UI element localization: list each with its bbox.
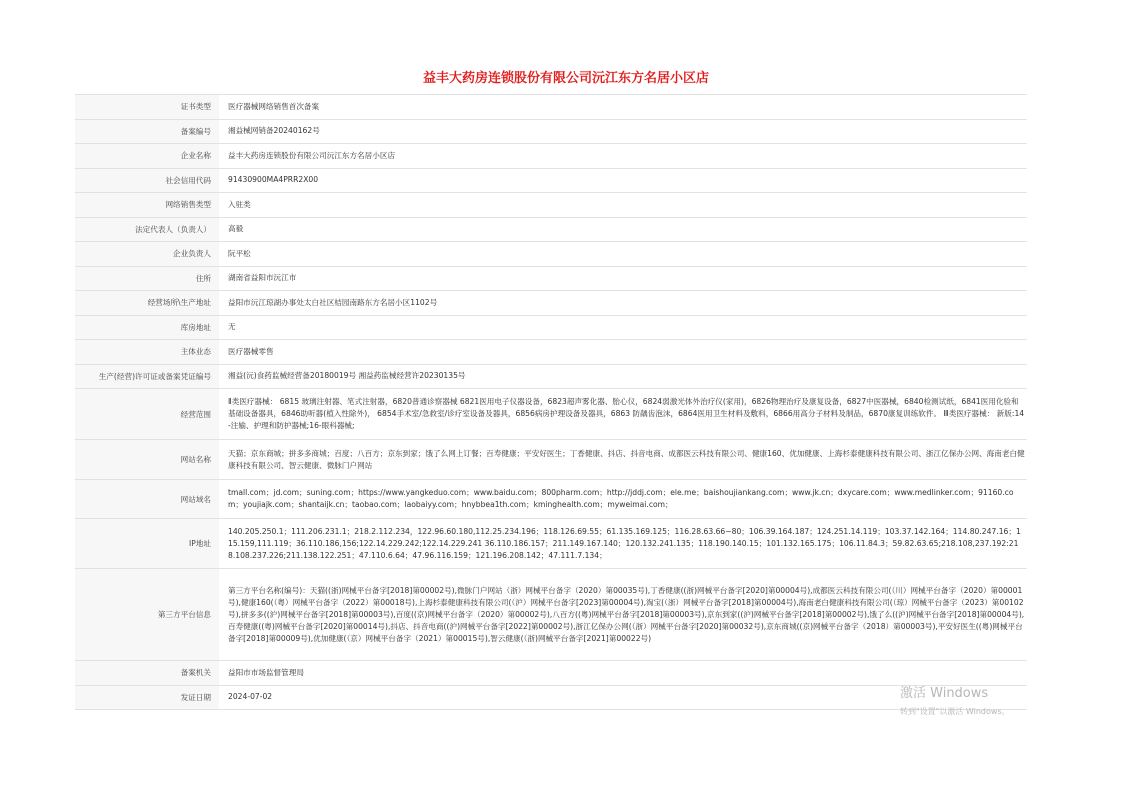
table-row-company-name — [75, 144, 1027, 169]
row-value: 第三方平台名称(编号)：天猫((浙)网械平台备字[2018]第00002号),微脉门户网站（浙）网械平台备字（2020）第00035号),丁香健康((浙)网械平台备字[2020]第00004号),成都医云科技有限公司(（川）网械平台备字（2020）第00001号),健康160(（粤）网械平台备字（2022）第00018号),上海杉泰健康科技有限公司(（沪）网械平台备字[2023]第00004号),淘宝(（浙）网械平台备字[2018]第00004号),海南老白健康科技有限公司(（琼）网械平台备字（2023）第00102号),拼多多((沪)网械平台备字[2018]第00003号),百度((京)网械平台备字（2020）第00002号),八百方((粤)网械平台备字[2018]第00003号),京东到家((沪)网械平台备字[2018]第00002号),饿了么((沪)网械平台备字[2018]第00004号),百寿健康((粤)网械平台备字[2020]第00014号),抖店、抖音电商((沪)网械平台备字[2022]第00002号),浙江亿保办公网(（浙）网械平台备字[2020]第00032号),京东商城((京)网械平台备字（2018）第00003号),平安好医生((粤)网械平台备字[2018]第00009号),优加健康(（京）网械平台备字（2021）第00015号),智云健康(（浙)网械平台备字[2021]第00022号) — [219, 569, 1027, 661]
row-label: 社会信用代码 — [75, 168, 219, 193]
row-value: 湘益(沅)食药监械经营备20180019号 湘益药监械经营许20230135号 — [219, 364, 1027, 389]
filing-info-table — [75, 94, 1027, 710]
row-value: tmall.com；jd.com；suning.com；https://www.yangkeduo.com；www.baidu.com；800pharm.com；http://jddj.com；ele.me；baishoujiankang.com；www.jk.cn；dxycare.com；www.medlinker.com；91160.com；youjiajk.com；shantaijk.cn；taobao.com；laobaiyy.com；hnybbea1th.com；kminghealth.com；myweimai.com； — [219, 480, 1027, 519]
row-label: 库房地址 — [75, 315, 219, 340]
row-label: 住所 — [75, 266, 219, 291]
row-label: 经营场所\生产地址 — [75, 291, 219, 316]
row-value: 入驻类 — [219, 193, 1027, 218]
row-value: 湘益械网销备20240162号 — [219, 119, 1027, 144]
table-row-sales-type — [75, 193, 1027, 218]
table-row-credit-code — [75, 168, 1027, 193]
row-label: 证书类型 — [75, 95, 219, 120]
watermark-title: 激活 Windows — [900, 686, 989, 701]
table-row-warehouse-address — [75, 315, 1027, 340]
row-label: 企业名称 — [75, 144, 219, 169]
table-row-website-names — [75, 440, 1027, 480]
table-row-business-form — [75, 340, 1027, 365]
table-row-third-party-platforms — [75, 569, 1027, 661]
row-label: 网站域名 — [75, 480, 219, 519]
row-value: 阮平松 — [219, 242, 1027, 267]
row-value: 140.205.250.1；111.206.231.1；218.2.112.234，122.96.60.180,112.25.234.196；118.126.69.55；61.135.169.125；116.28.63.66~80；106.39.164.187；124.251.14.119；103.37.142.164；114.80.247.16；115.159,111.119；36.110.186,156;122.14.229.242;122.14.229.241 36.110.186.157；211.149.167.140；120.132.241.135；118.190.140.15；101.132.165.175；106.11.84.3；59.82.63.65;218.108,237.192:218.108.237.226;211.138.122.251；47.110.6.64；47.96.116.159；121.196.208.142；47.111.7.134； — [219, 519, 1027, 569]
row-label: IP地址 — [75, 519, 219, 569]
row-label: 发证日期 — [75, 685, 219, 710]
row-value: 医疗器械零售 — [219, 340, 1027, 365]
table-row-business-address — [75, 291, 1027, 316]
row-value: 2024-07-02 — [219, 685, 1027, 710]
row-label: 主体业态 — [75, 340, 219, 365]
table-row-filing-authority — [75, 661, 1027, 686]
row-value: 益阳市沅江琼湖办事处太白社区桔园南路东方名居小区1102号 — [219, 291, 1027, 316]
table-row-legal-representative — [75, 217, 1027, 242]
filing-document — [75, 64, 1027, 710]
table-row-website-domains — [75, 480, 1027, 519]
row-value: 无 — [219, 315, 1027, 340]
row-label: 第三方平台信息 — [75, 569, 219, 661]
table-row-company-principal — [75, 242, 1027, 267]
row-label: 备案编号 — [75, 119, 219, 144]
row-value: 91430900MA4PRR2X00 — [219, 168, 1027, 193]
row-value: 高毅 — [219, 217, 1027, 242]
table-row-domicile — [75, 266, 1027, 291]
row-label: 网络销售类型 — [75, 193, 219, 218]
row-value: Ⅱ类医疗器械： 6815 玻璃注射器、笔式注射器，6820普通诊察器械 6821医用电子仪器设备，6823超声雾化器、胎心仪，6824弱激光体外治疗仪(家用)，6826物理治疗及康复设备，6827中医器械，6840检测试纸，6841医用化验和基础设备器具，6846助听器(植入性除外)， 6854手术室/急救室/诊疗室设备及器具，6856病房护理设备及器具，6863 防龋齿泡沫，6864医用卫生材料及敷料，6866用高分子材料及制品，6870康复训练软件。 Ⅲ类医疗器械： 新版:14-注输、护理和防护器械;16-眼科器械; — [219, 389, 1027, 440]
windows-activation-watermark — [900, 686, 1027, 717]
row-value: 益丰大药房连锁股份有限公司沅江东方名居小区店 — [219, 144, 1027, 169]
row-value: 益阳市市场监督管理局 — [219, 661, 1027, 686]
row-label: 经营范围 — [75, 389, 219, 440]
row-label: 备案机关 — [75, 661, 219, 686]
document-title: 益丰大药房连锁股份有限公司沅江东方名居小区店 — [422, 71, 709, 86]
row-label: 法定代表人（负责人） — [75, 217, 219, 242]
row-value: 天猫；京东商城；拼多多商城；百度；八百方；京东到家；饿了么网上订餐；百寿健康；平安好医生；丁香健康、抖店、抖音电商、成都医云科技有限公司、健康160、优加健康、上海杉泰健康科技有限公司、浙江亿保办公网、海南老白健康科技有限公司、智云健康、微脉门户网站 — [219, 440, 1027, 480]
table-row-filing-number — [75, 119, 1027, 144]
row-value: 医疗器械网络销售首次备案 — [219, 95, 1027, 120]
watermark-subtitle: 转到"设置"以激活 Windows。 — [900, 707, 1010, 716]
row-label: 企业负责人 — [75, 242, 219, 267]
table-row-ip-addresses — [75, 519, 1027, 569]
row-label: 网站名称 — [75, 440, 219, 480]
row-label: 生产(经营)许可证或备案凭证编号 — [75, 364, 219, 389]
table-row-business-scope — [75, 389, 1027, 440]
table-row-certificate-type — [75, 95, 1027, 120]
row-value: 湖南省益阳市沅江市 — [219, 266, 1027, 291]
table-row-license-number — [75, 364, 1027, 389]
table-row-issue-date — [75, 685, 1027, 710]
